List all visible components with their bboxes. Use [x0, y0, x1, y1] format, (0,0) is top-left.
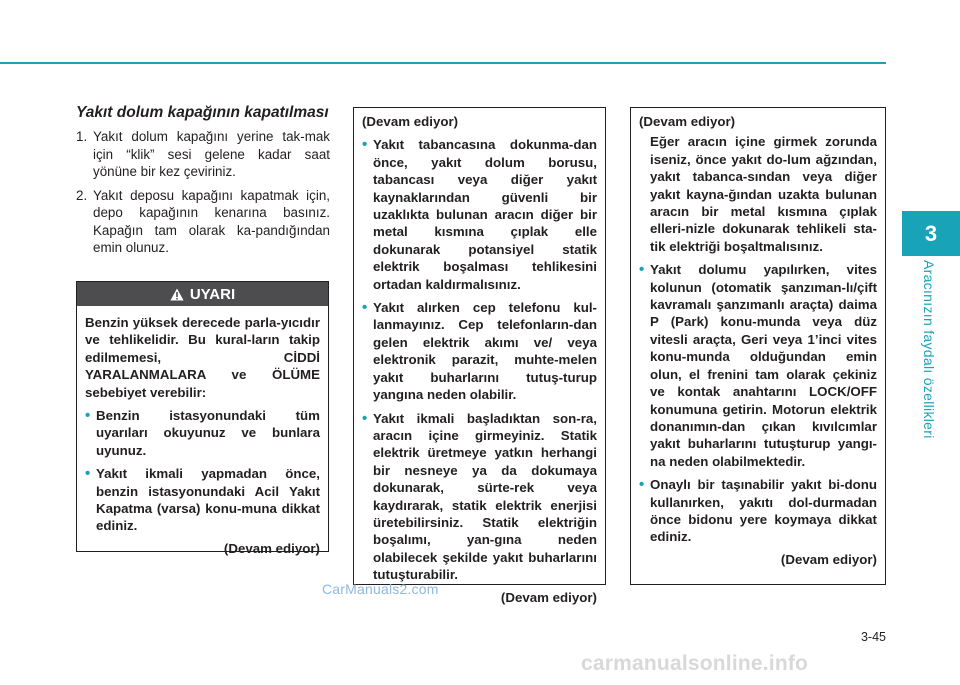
watermark-link[interactable]: CarManuals2.com	[322, 581, 439, 597]
bullet-dot: •	[85, 407, 91, 425]
bullet-text: Yakıt dolumu yapılırken, vites kolunun (otomatik şanzıman-lı/çift kavramalı şanzımanlı araçta) daima P (Park) konu-munda veya düz vitesli araçta, Geri veya 1’inci vites konu-munda olduğundan emin olun, el frenini tam olarak çekiniz ve kontak anahtarını LOCK/OFF konumuna getirin. Motorun elektrik donanımın-dan çıkan kıvılcımlar yakıt buharlarını tutuşturup yangı-na neden olabilmektedir.	[650, 262, 877, 469]
warning-bullet	[85, 465, 320, 535]
bullet-dot: •	[362, 299, 368, 317]
bullet-text: Onaylı bir taşınabilir yakıt bi-donu kullanırken, yakıtı dol-durmadan önce bidonu yere koymaya dikkat ediniz.	[650, 477, 877, 545]
section-title: Yakıt dolum kapağının kapatılması	[76, 104, 329, 121]
warning-bullet	[639, 476, 877, 546]
bullet-dot: •	[362, 136, 368, 154]
warning-label: UYARI	[189, 285, 236, 303]
continued-heading: (Devam ediyor)	[639, 114, 736, 129]
warning-bullet	[639, 261, 877, 470]
bullet-text: Yakıt ikmali yapmadan önce, benzin istasyonundaki Acil Yakıt Kapatma (varsa) konu-muna dikkat ediniz.	[96, 466, 320, 534]
bullet-text: Yakıt alırken cep telefonu kul-lanmayınız. Cep telefonların-dan gelen elektrik akımı ve/ veya elektronik parazit, muhte-melen yakıt buharlarını tutuş-turup yangına neden olabilir.	[373, 300, 597, 403]
continued-warning-box-3	[630, 107, 886, 585]
step-number: 2.	[76, 187, 88, 203]
step-text: Yakıt deposu kapağını kapatmak için, depo kapağının kenarına basınız. Kapağın tam olarak ka-pandığından emin olunuz.	[93, 187, 330, 255]
bullet-text: Benzin istasyonundaki tüm uyarıları okuyunuz ve bunlara uyunuz.	[96, 408, 320, 458]
continued-label: (Devam ediyor)	[500, 589, 597, 605]
warning-header	[77, 282, 328, 306]
bullet-dot: •	[639, 261, 645, 279]
warning-body	[77, 306, 328, 557]
warning-triangle-icon	[170, 288, 184, 301]
step-text: Yakıt dolum kapağını yerine tak-mak için “klik” sesi gelene kadar saat yönüne bir kez çeviriniz.	[93, 129, 330, 179]
step-number: 1.	[76, 129, 88, 144]
warning-bullet	[362, 410, 597, 584]
warning-intro: Benzin yüksek derecede parla-yıcıdır ve tehlikelidir. Bu kural-ların takip edilmemesi, CİDDİ YARALANMALARA ve ÖLÜME sebebiyet verebilir:	[85, 315, 320, 400]
step-item	[76, 128, 330, 181]
top-rule	[0, 62, 886, 64]
section-column	[76, 104, 330, 263]
bullet-dot: •	[362, 409, 368, 427]
watermark-footer[interactable]: carmanualsonline.info	[581, 652, 809, 675]
steps-list	[76, 128, 330, 257]
warning-bullet	[362, 136, 597, 293]
side-chapter-title	[915, 260, 943, 440]
warning-box	[76, 281, 329, 556]
side-chapter-title-text: Aracınızın faydalı özellikleri	[921, 260, 937, 439]
continued-label: (Devam ediyor)	[780, 551, 877, 567]
chapter-tab[interactable]	[902, 211, 960, 256]
continued-label: (Devam ediyor)	[223, 540, 320, 556]
chapter-number: 3	[924, 220, 938, 246]
bullet-text: Yakıt tabancasına dokunma-dan önce, yakıt dolum borusu, tabancası veya diğer yakıt kaynaklarından güvenli bir uzaklıkta bulunan aracın diğer bir metal kısmına çıplak elle dokunarak potansiyel statik elektrik boşalması tehlikesini ortadan kaldırmalısınız.	[373, 137, 597, 292]
warning-bullet	[362, 299, 597, 403]
warning-bullet	[85, 407, 320, 459]
bullet-dot: •	[639, 476, 645, 494]
bullet-text: Yakıt ikmali başladıktan son-ra, aracın içine girmeyiniz. Statik elektrik üretmeye yatkın herhangi bir nesneye ya da dokumaya dokunarak, sürte-rek veya kaydırarak, statik elektrik enerjisi üretebilirsiniz. Statik elektriğin boşalımı, yan-gına neden olabilecek şekilde yakıt buharlarını tutuşturabilir.	[373, 410, 597, 583]
step-item	[76, 187, 330, 257]
continued-heading: (Devam ediyor)	[362, 114, 459, 129]
page-number: 3-45	[860, 630, 886, 644]
continued-lead-text: Eğer aracın içine girmek zorunda iseniz, önce yakıt do-lum ağzından, yakıt tabanca-sından veya diğer yakıt kayna-ğından uzakta bulunan aracın bir metal kısmına çıplak elleri-nizle dokunarak tehlikeli sta-tik elektriği boşaltmalısınız.	[650, 134, 877, 254]
bullet-dot: •	[85, 465, 91, 483]
